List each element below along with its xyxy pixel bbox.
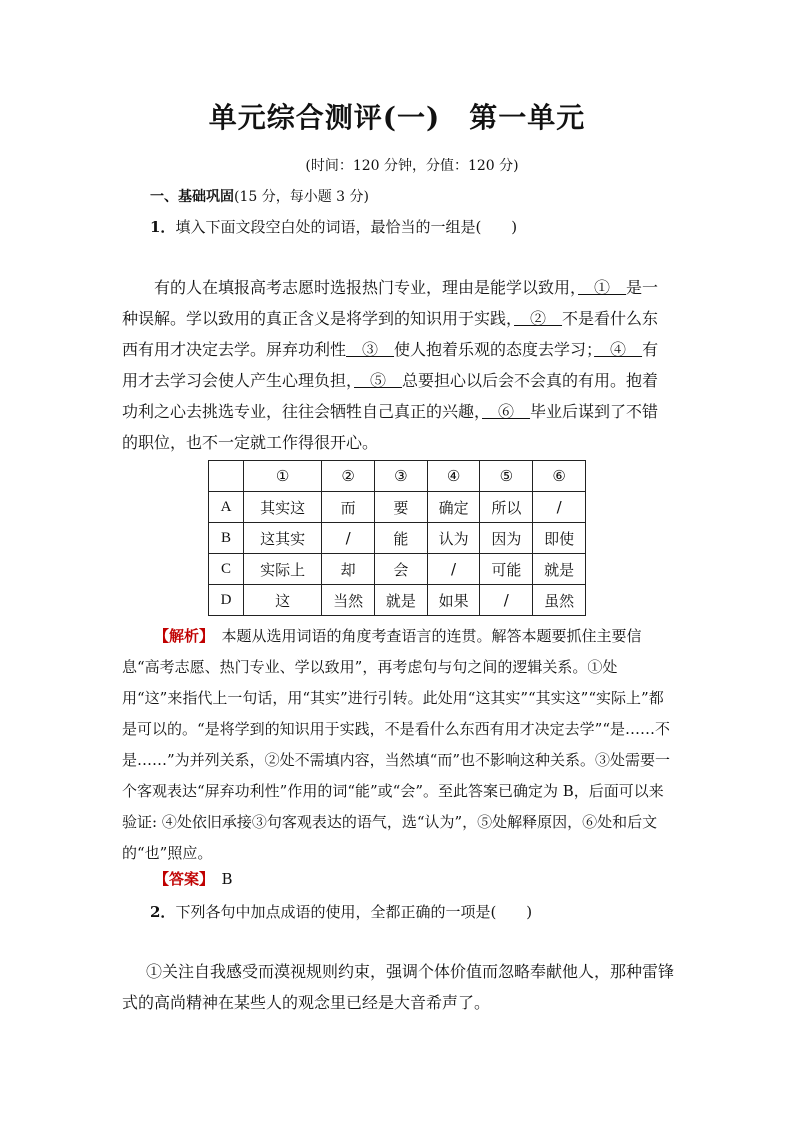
passage-text: 总要担心以后会不会真的有用。抱着功利之心去挑选专业，往往会牺牲自己真正的兴趣， <box>122 371 659 421</box>
passage-text: 有的人在填报高考志愿时选报热门专业，理由是能学以致用， <box>154 278 579 297</box>
table-cell: 却 <box>322 554 375 585</box>
table-cell: 确定 <box>427 492 480 523</box>
table-cell: 可能 <box>480 554 533 585</box>
question-1-passage <box>122 272 674 458</box>
analysis-block <box>122 621 674 869</box>
blank-4: ④ <box>594 340 643 359</box>
passage-text: 有用才去学习会使人产生心理负担， <box>122 340 659 390</box>
question-prompt: 填入下面文段空白处的词语，最恰当的一组是( ) <box>175 218 518 236</box>
table-cell: 这其实 <box>244 523 322 554</box>
analysis-text: 本题从选用词语的角度考查语言的连贯。解答本题要抓住主要信息“高考志愿、热门专业、学以致用”，再考虑句与句之间的逻辑关系。①处用“这”来指代上一句话，用“其实”进行引转。此处用“这其实”“其实这”“实际上”都是可以的。“是将学到的知识用于实践，不是看什么东西有用才决定去学”“是……不是……”为并列关系，②处不需填内容，当然填“而”也不影响这种关系。③处需要一个客观表达“屏弃功利性”作用的词“能”或“会”。至此答案已确定为 B，后面可以来验证: ④处依旧承接③句客观表达的语气，选“认为”，⑤处解释原因，⑥处和后文的“也”照应。 <box>122 627 671 862</box>
table-cell: ⑥ <box>533 461 586 492</box>
table-cell: / <box>427 554 480 585</box>
table-cell: / <box>480 585 533 616</box>
answer-tag: 【答案】 <box>154 870 207 888</box>
table-cell: ④ <box>427 461 480 492</box>
table-cell: / <box>533 492 586 523</box>
passage-text: 使人抱着乐观的态度去学习； <box>394 340 595 359</box>
table-cell: 会 <box>374 554 427 585</box>
table-cell: 就是 <box>533 554 586 585</box>
table-cell: 虽然 <box>533 585 586 616</box>
passage-text: 不是看什么东西有用才决定去学。屏弃功利性 <box>122 309 659 359</box>
table-cell: 当然 <box>322 585 375 616</box>
table-cell: 其实这 <box>244 492 322 523</box>
table-cell: 认为 <box>427 523 480 554</box>
table-cell: 因为 <box>480 523 533 554</box>
answer-block <box>154 868 233 889</box>
table-cell: 能 <box>374 523 427 554</box>
table-cell: 如果 <box>427 585 480 616</box>
blank-6: ⑥ <box>482 402 531 421</box>
table-row <box>209 492 586 523</box>
table-cell: A <box>209 492 244 523</box>
blank-3: ③ <box>346 340 395 359</box>
table-cell: / <box>322 523 375 554</box>
table-cell: 就是 <box>374 585 427 616</box>
blank-5: ⑤ <box>354 371 403 390</box>
table-cell: ⑤ <box>480 461 533 492</box>
section-heading-note: (15 分，每小题 3 分) <box>234 189 369 205</box>
table-cell: D <box>209 585 244 616</box>
question-number: 1． <box>150 218 176 236</box>
passage-text: 是一种误解。学以致用的真正含义是将学到的知识用于实践， <box>122 278 659 328</box>
table-header-row <box>209 461 586 492</box>
table-cell: 这 <box>244 585 322 616</box>
page-title: 单元综合测评(一) 第一单元 <box>208 101 586 134</box>
blank-1: ① <box>578 278 627 297</box>
table-cell: ② <box>322 461 375 492</box>
question-number: 2． <box>150 903 176 921</box>
table-cell: C <box>209 554 244 585</box>
answer-text: B <box>221 870 233 888</box>
table-row <box>209 523 586 554</box>
table-cell: 即使 <box>533 523 586 554</box>
section-heading <box>150 186 369 206</box>
passage-text: 毕业后谋到了不错的职位，也不一定就工作得很开心。 <box>122 402 659 452</box>
question-2-passage: ①关注自我感受而漠视规则约束，强调个体价值而忽略奉献他人，那种雷锋式的高尚精神在某些人的观念里已经是大音希声了。 <box>122 962 675 1012</box>
table-cell: 实际上 <box>244 554 322 585</box>
question-prompt: 下列各句中加点成语的使用，全都正确的一项是( ) <box>175 903 533 921</box>
table-cell: B <box>209 523 244 554</box>
table-cell: ① <box>244 461 322 492</box>
table-row <box>209 554 586 585</box>
section-heading-text: 一、基础巩固 <box>150 189 234 205</box>
analysis-tag: 【解析】 <box>154 627 207 645</box>
table-cell: 所以 <box>480 492 533 523</box>
question-1 <box>150 216 517 237</box>
table-cell: 而 <box>322 492 375 523</box>
exam-meta: (时间：120 分钟，分值：120 分) <box>305 158 519 174</box>
table-cell: ③ <box>374 461 427 492</box>
table-cell: 要 <box>374 492 427 523</box>
question-2 <box>150 901 532 922</box>
blank-2: ② <box>514 309 563 328</box>
options-table <box>208 460 586 616</box>
table-row <box>209 585 586 616</box>
table-cell <box>209 461 244 492</box>
